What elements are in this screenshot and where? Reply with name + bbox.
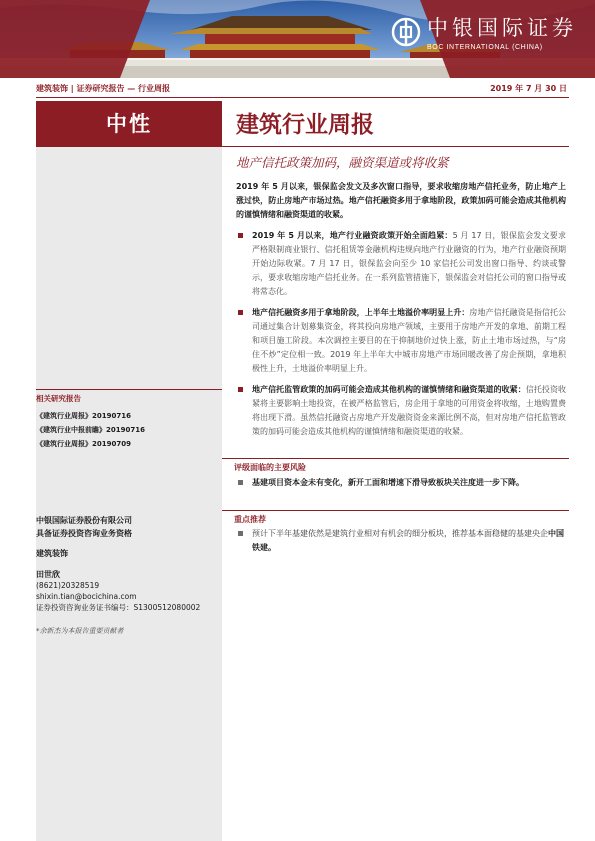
bullet-square-icon <box>238 233 243 238</box>
brand-name-en: BOC INTERNATIONAL (CHINA) <box>427 44 543 51</box>
sector-label: 建筑装饰 <box>36 549 68 558</box>
intro-paragraph: 2019 年 5 月以来，银保监会发文及多次窗口指导，要求收缩房地产信托业务，防止地产上涨过快，防止房地产市场过热。地产信托融资多用于拿地阶段，政策加码可能会造成其他机构的谨慎情绪和融资渠道的收紧。 <box>236 182 566 220</box>
rating-badge: 中性 <box>36 101 222 147</box>
risk-rule <box>222 458 569 459</box>
bullet-square-icon <box>238 310 243 315</box>
related-list <box>36 409 145 451</box>
recommend-text: 预计下半年基建依然是建筑行业相对有机会的细分板块，推荐基本面稳健的基建央企 <box>252 529 548 538</box>
bullet-square-icon <box>238 387 243 392</box>
company-qualification: 具备证券投资咨询业务资格 <box>36 529 132 538</box>
summary-bullet <box>236 229 566 300</box>
bullet-body: 房地产信托融资是指信托公司通过集合计划募集资金，将其投向房地产领域，主要用于房地产开发的拿地、前期工程和项目施工阶段。本次调控主要目的在于抑制地价过快上涨，防止土地市场过热，与“房住不炒”定位相一致。2019 年上半年大中城市房地产市场回暖改善了房企预期，拿地积极性上升，土地溢价率明显上升。 <box>252 307 566 374</box>
boc-logo-icon <box>391 17 421 47</box>
header-banner <box>0 0 595 78</box>
risk-item <box>236 476 566 490</box>
bullet-body: 5 月 17 日，银保监会发文要求严格限制商业银行、信托租赁等金融机构违规向地产行业融资的行为，地产行业融资预期开始边际收紧。7 月 17 日，银保监会向至少 10 家信托公司发出窗口指导、约谈或警示，要求收缩房地产信托业务。在一系列监管措施下，银保监会对信托公司的窗口指导或将常态化。 <box>252 230 567 297</box>
recommend-stock[interactable]: 中国铁建。 <box>252 529 564 552</box>
related-item[interactable]: 《建筑行业周报》20190716 <box>36 412 131 420</box>
recommend-heading: 重点推荐 <box>234 515 266 524</box>
bullet-lead: 地产信托融资多用于拿地阶段，上半年土地溢价率明显上升： <box>252 307 470 317</box>
recommend-rule <box>222 510 569 511</box>
brand-name-zh: 中银国际证券 <box>427 16 577 40</box>
analyst-name: 田世欣 <box>36 570 60 579</box>
bullet-body: 信托投资收紧将主要影响土地投资，在被严格监管后，房企用于拿地的可用资金将收缩，土地购置费将出现下滑。虽然信托融资占房地产开发融资资金来源比例不高，但对房地产信托监管政策的加码可能会造成其他机构的谨慎情绪和融资渠道的收紧。 <box>252 384 567 437</box>
bullet-square-icon <box>238 531 243 536</box>
report-category: 建筑装饰 | 证券研究报告 — 行业周报 <box>36 84 171 93</box>
related-item[interactable]: 《建筑行业中报前瞻》20190716 <box>36 426 145 434</box>
related-rule <box>36 389 222 390</box>
sidebar <box>36 101 222 841</box>
brand-block <box>391 12 577 51</box>
related-heading: 相关研究报告 <box>36 394 81 403</box>
analyst-email[interactable]: shixin.tian@bocichina.com <box>36 592 137 601</box>
risk-list <box>236 476 566 496</box>
risk-heading: 评级面临的主要风险 <box>234 463 306 472</box>
recommend-list <box>236 527 566 561</box>
related-item[interactable]: 《建筑行业周报》20190709 <box>36 440 131 448</box>
bullet-lead: 地产信托监管政策的加码可能会造成其他机构的谨慎情绪和融资渠道的收紧： <box>252 384 526 394</box>
summary-bullet <box>236 306 566 377</box>
company-name: 中银国际证券股份有限公司 <box>36 516 132 525</box>
analyst-info <box>36 569 200 613</box>
header-rule <box>36 97 569 98</box>
risk-text: 基建项目资本金未有变化，新开工面和增速下滑导致板块关注度进一步下降。 <box>252 478 524 487</box>
subtitle-rule <box>222 146 569 147</box>
recommend-item <box>236 527 566 555</box>
company-info <box>36 514 132 540</box>
summary <box>236 180 566 445</box>
analyst-phone: (8621)20328519 <box>36 581 100 590</box>
contributor-note: *余新杰为本报告重要贡献者 <box>36 627 124 635</box>
summary-bullet <box>236 383 566 440</box>
analyst-cert: 证券投资咨询业务证书编号：S1300512080002 <box>36 603 201 612</box>
report-title: 建筑行业周报 <box>236 112 374 138</box>
report-subtitle: 地产信托政策加码，融资渠道或将收紧 <box>236 155 449 170</box>
bullet-lead: 2019 年 5 月以来，地产行业融资政策开始全面趋紧： <box>252 230 453 240</box>
bullet-square-icon <box>238 480 243 485</box>
report-date: 2019 年 7 月 30 日 <box>490 84 567 93</box>
